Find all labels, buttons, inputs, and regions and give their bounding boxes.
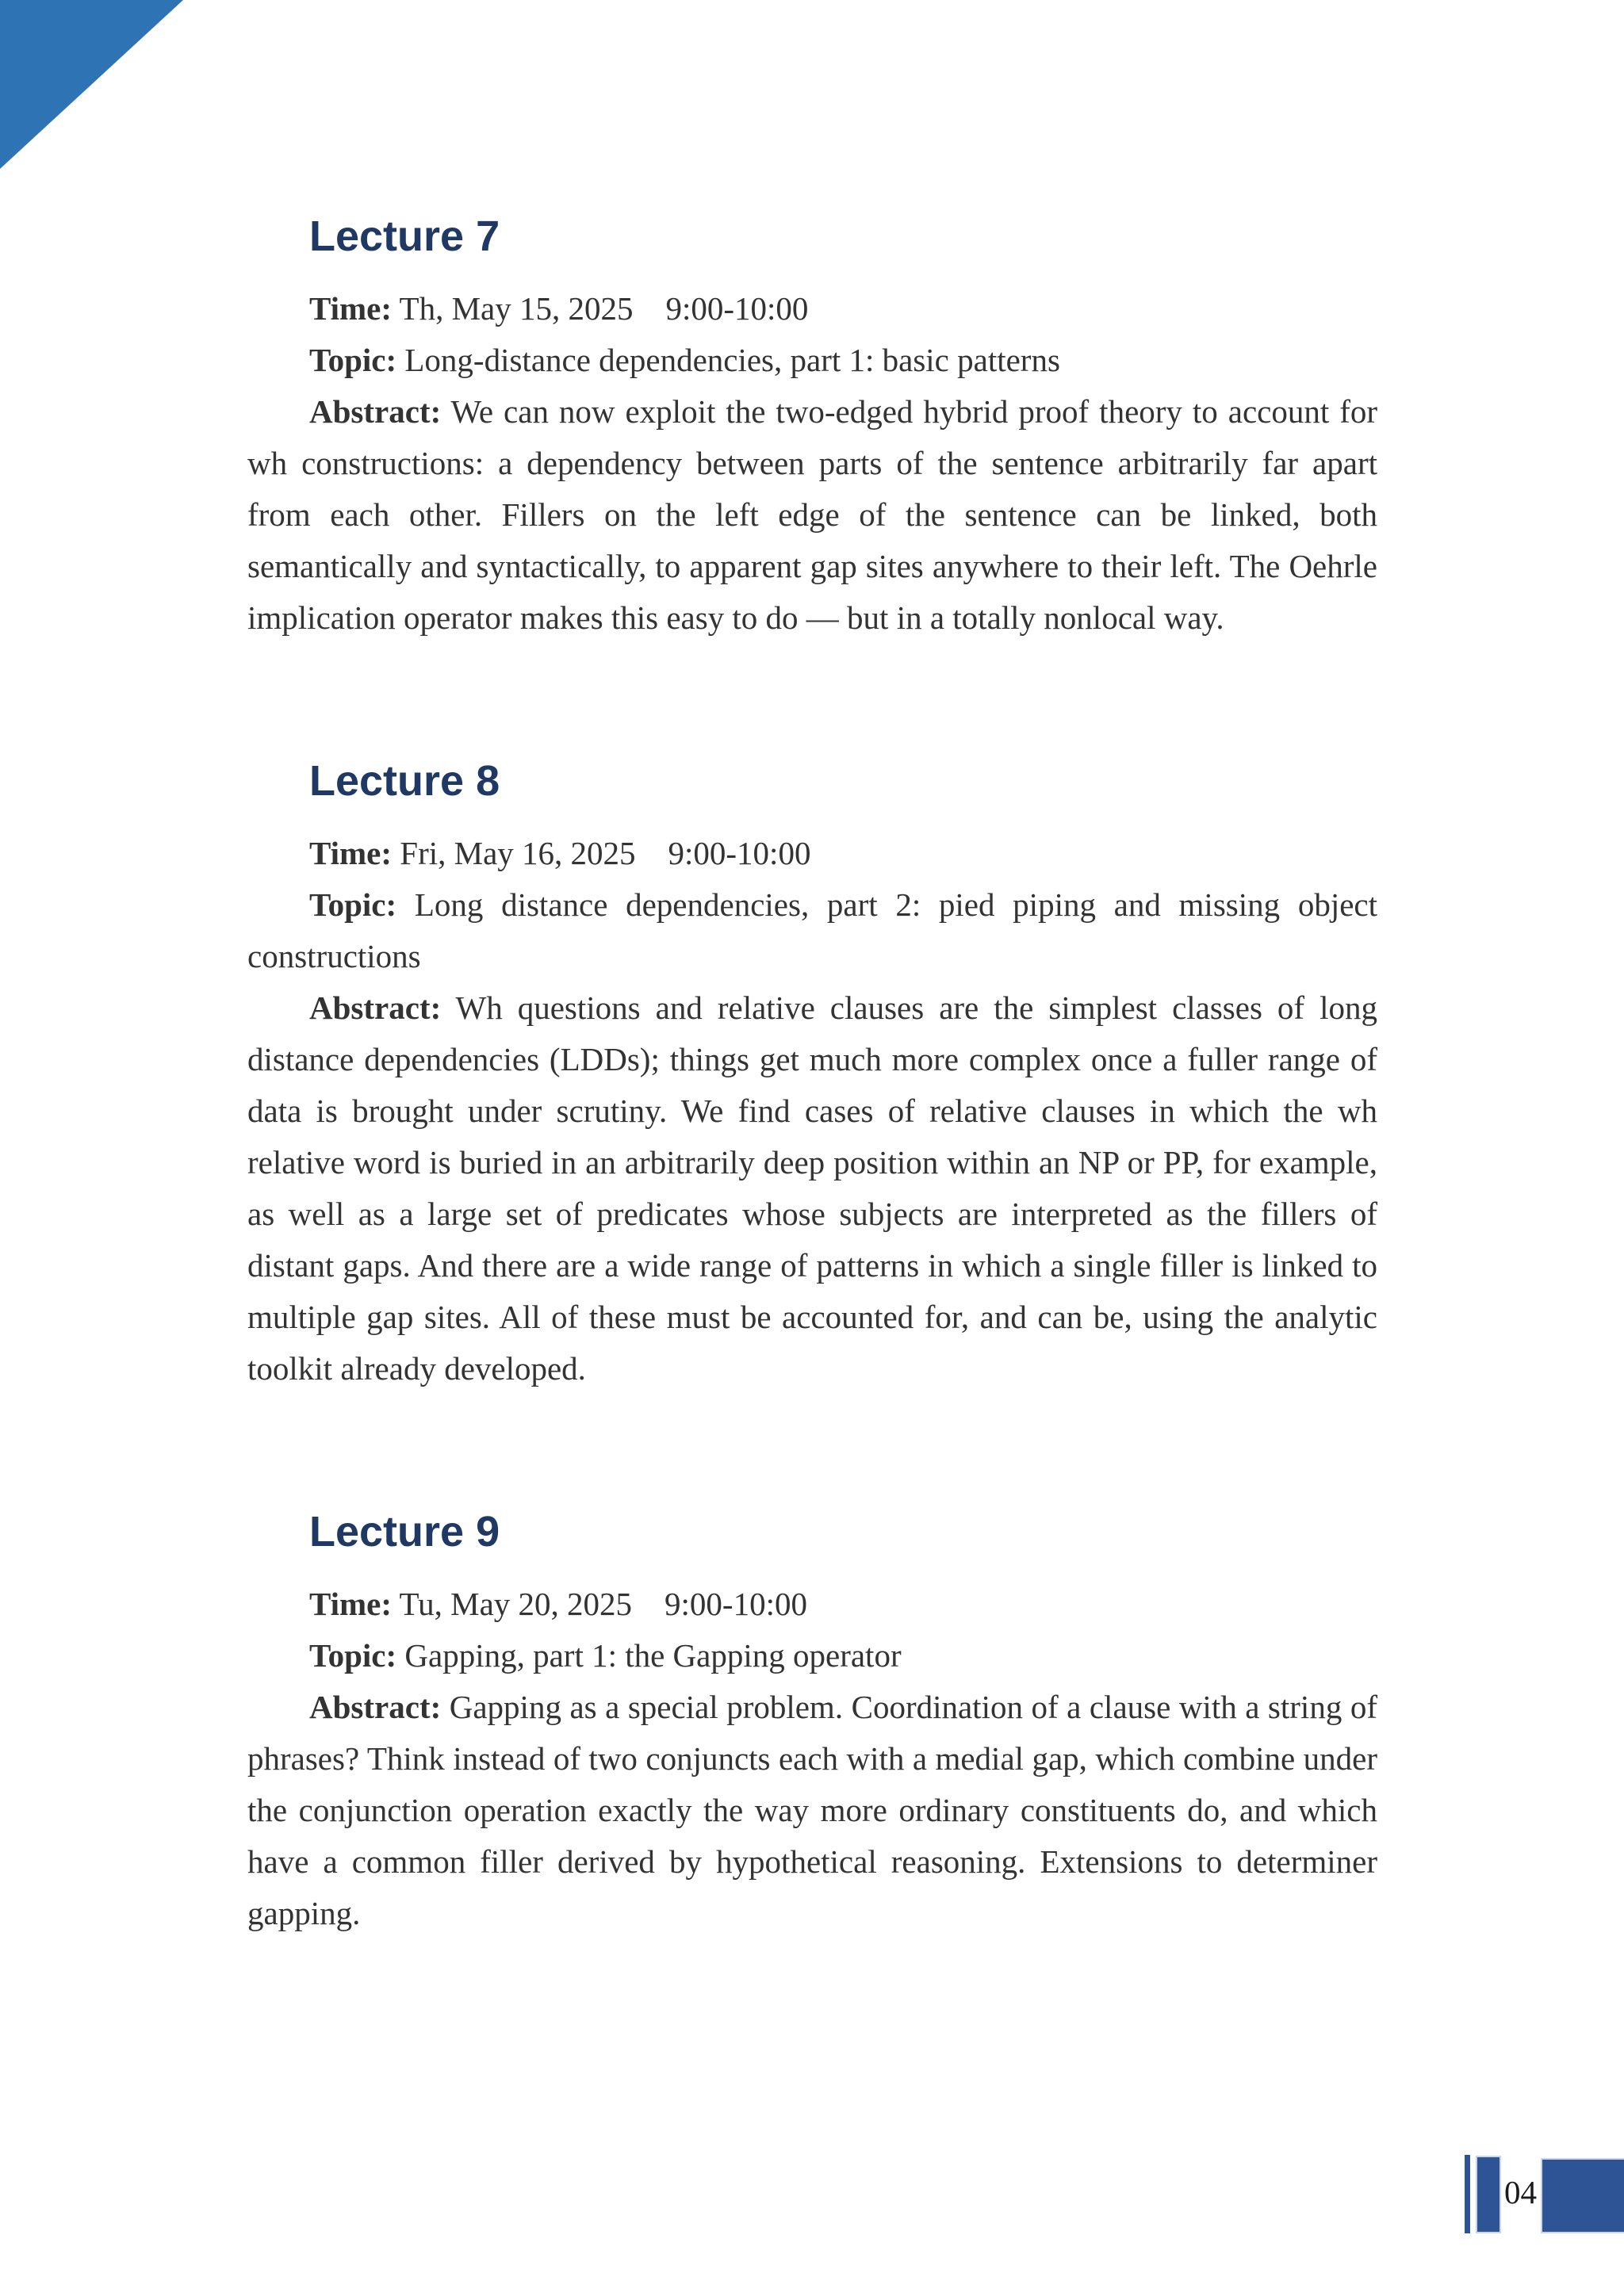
abstract-label: Abstract: [309,1689,442,1725]
footer-accent-rect [1541,2158,1624,2233]
lecture-topic [247,1630,1377,1682]
lecture-abstract [247,1682,1377,1939]
lecture-section-7 [247,210,1377,644]
lecture-section-9 [247,1506,1377,1939]
topic-label: Topic: [309,342,397,378]
abstract-label: Abstract: [309,989,442,1026]
lecture-abstract [247,386,1377,644]
abstract-value: Gapping as a special problem. Coordination of a clause with a string of phrases? Think instead of two conjuncts each with a medial gap, which combine under the conjunction operation exactly the way more ordinary constituents do, and which have a common filler derived by hypothetical reasoning. Extensions to determiner gapping. [247,1689,1377,1931]
lecture-time [247,1578,1377,1630]
topic-value: Long distance dependencies, part 2: pied piping and missing object constructions [247,886,1377,974]
time-label: Time: [309,835,393,871]
abstract-value: Wh questions and relative clauses are the simplest classes of long distance dependencies (LDDs); things get much more complex once a fuller range of data is brought under scrutiny. We find cases of relative clauses in which the wh relative word is buried in an arbitrarily deep position within an NP or PP, for example, as well as a large set of predicates whose subjects are interpreted as the fillers of distant gaps. And there are a wide range of patterns in which a single filler is linked to multiple gap sites. All of these must be accounted for, and can be, using the analytic toolkit already developed. [247,989,1377,1387]
abstract-label: Abstract: [309,393,442,430]
lecture-title: Lecture 7 [309,212,500,260]
page-number: 04 [1504,2174,1537,2210]
time-label: Time: [309,1586,393,1622]
lecture-title: Lecture 9 [309,1508,500,1556]
time-value: Th, May 15, 2025 9:00-10:00 [399,290,809,327]
topic-label: Topic: [309,886,397,923]
topic-value: Gapping, part 1: the Gapping operator [404,1637,902,1674]
footer-accent-bar-thin [1465,2155,1470,2233]
time-label: Time: [309,290,393,327]
corner-triangle-decoration [0,0,184,170]
time-value: Fri, May 16, 2025 9:00-10:00 [400,835,811,871]
abstract-value: We can now exploit the two-edged hybrid proof theory to account for wh constructions: a dependency between parts of the sentence arbitrarily far apart from each other. Fillers on the left edge of the sentence can be linked, both semantically and syntactically, to apparent gap sites anywhere to their left. The Oehrle implication operator makes this easy to do — but in a totally nonlocal way. [247,393,1377,636]
lecture-title: Lecture 8 [309,757,500,805]
lecture-time [247,283,1377,335]
time-value: Tu, May 20, 2025 9:00-10:00 [399,1586,807,1622]
lectures-list [247,210,1377,1939]
corner-triangle-shape [0,0,183,169]
lecture-abstract [247,982,1377,1395]
lecture-time [247,828,1377,879]
footer-accent-bar-wide [1476,2156,1501,2233]
lecture-topic [247,335,1377,386]
lecture-section-8 [247,755,1377,1395]
topic-label: Topic: [309,1637,397,1674]
lecture-topic [247,879,1377,982]
topic-value: Long-distance dependencies, part 1: basic patterns [404,342,1060,378]
